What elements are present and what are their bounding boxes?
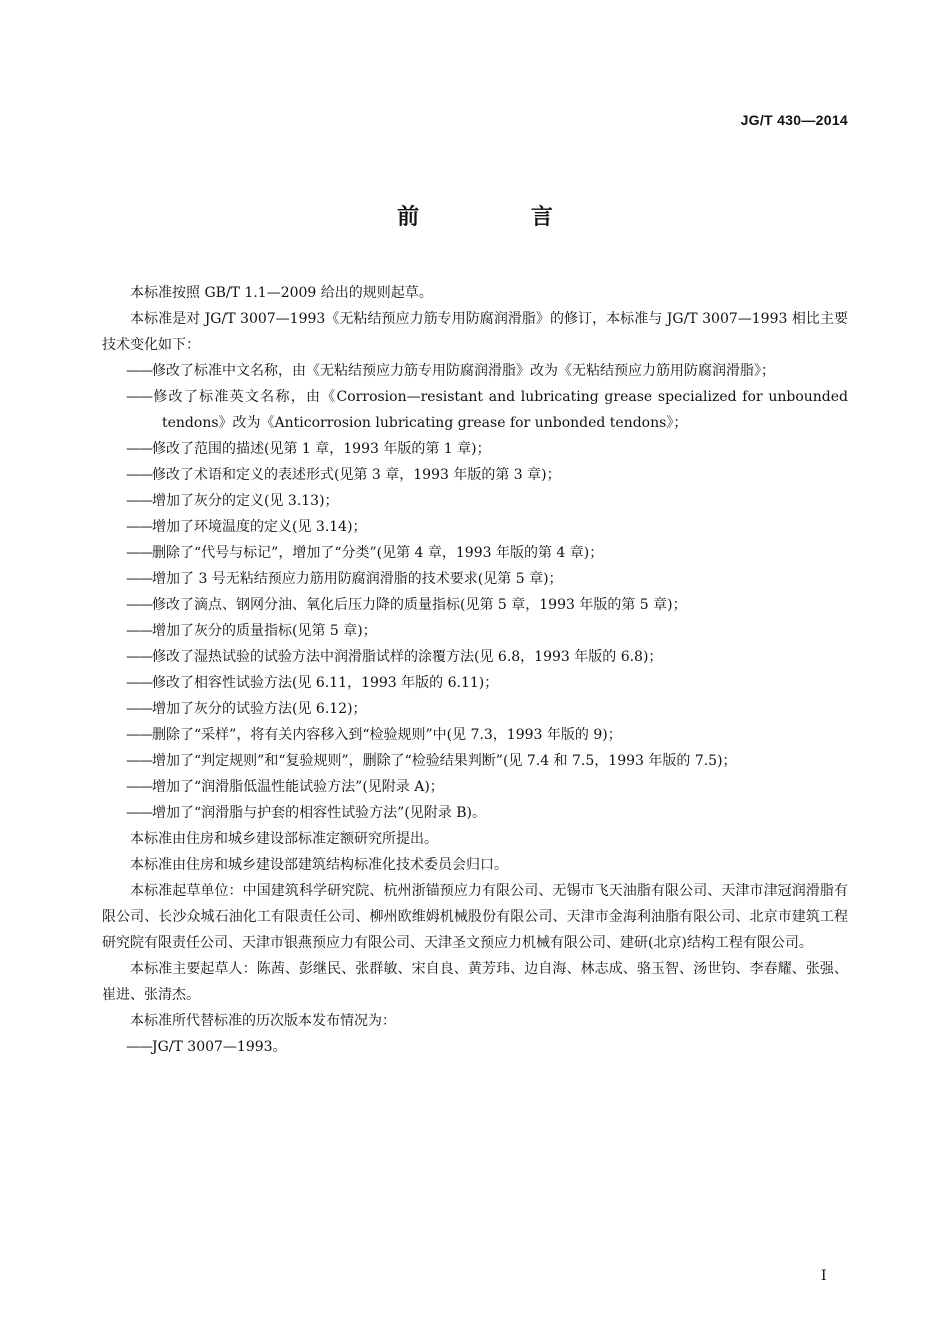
paragraph: 本标准是对 JG/T 3007—1993《无粘结预应力筋专用防腐润滑脂》的修订，本标准与 JG/T 3007—1993 相比主要技术变化如下：	[102, 311, 848, 353]
list-item-text: 修改了范围的描述(见第 1 章，1993 年版的第 1 章)；	[152, 441, 491, 457]
dash: ——	[126, 675, 152, 691]
page-number: I	[821, 1268, 827, 1284]
list-item	[102, 1034, 848, 1060]
list-item	[102, 618, 848, 644]
list-item-text: 修改了湿热试验的试验方法中润滑脂试样的涂覆方法(见 6.8，1993 年版的 6.8)；	[152, 649, 663, 665]
dash: ——	[126, 545, 152, 561]
list-item	[102, 670, 848, 696]
list-item-text: 增加了“润滑脂与护套的相容性试验方法”(见附录 B)。	[152, 805, 486, 821]
paragraph: 本标准所代替标准的历次版本发布情况为：	[130, 1013, 396, 1029]
list-item-text: 修改了滴点、钢网分油、氧化后压力降的质量指标(见第 5 章，1993 年版的第 5 章)；	[152, 597, 687, 613]
dash: ——	[126, 571, 152, 587]
dash: ——	[126, 623, 152, 639]
list-item	[102, 566, 848, 592]
dash: ——	[126, 727, 152, 743]
paragraph: 本标准起草单位：中国建筑科学研究院、杭州浙锚预应力有限公司、无锡市飞天油脂有限公司、天津市津冠润滑脂有限公司、长沙众城石油化工有限责任公司、柳州欧维姆机械股份有限公司、天津市金海利油脂有限公司、北京市建筑工程研究院有限责任公司、天津市银燕预应力有限公司、天津圣文预应力机械有限公司、建研(北京)结构工程有限公司。	[102, 883, 848, 951]
dash: ——	[126, 467, 152, 483]
list-item	[102, 644, 848, 670]
list-item	[102, 696, 848, 722]
list-item	[102, 800, 848, 826]
paragraph: 本标准由住房和城乡建设部标准定额研究所提出。	[130, 831, 438, 847]
list-item-text: 增加了环境温度的定义(见 3.14)；	[152, 519, 367, 535]
list-item-text: 增加了灰分的定义(见 3.13)；	[152, 493, 339, 509]
list-item-text: 增加了“润滑脂低温性能试验方法”(见附录 A)；	[152, 779, 444, 795]
page-title: 前 言	[397, 205, 605, 230]
dash: ——	[126, 753, 152, 769]
list-item-text: 修改了标准中文名称，由《无粘结预应力筋专用防腐润滑脂》改为《无粘结预应力筋用防腐润滑脂》；	[152, 363, 775, 379]
list-item	[102, 774, 848, 800]
dash: ——	[126, 441, 152, 457]
list-item-text: 修改了相容性试验方法(见 6.11，1993 年版的 6.11)；	[152, 675, 499, 691]
list-item-text: 删除了“采样”，将有关内容移入到“检验规则”中(见 7.3，1993 年版的 9)；	[152, 727, 622, 743]
dash: ——	[126, 1039, 152, 1055]
list-item	[102, 436, 848, 462]
list-item	[102, 358, 848, 384]
dash: ——	[126, 701, 152, 717]
dash: ——	[126, 805, 152, 821]
dash: ——	[126, 649, 152, 665]
dash: ——	[126, 363, 152, 379]
list-item-text: JG/T 3007—1993。	[152, 1039, 287, 1055]
list-item	[102, 514, 848, 540]
dash: ——	[126, 389, 152, 405]
list-item-text: 修改了术语和定义的表述形式(见第 3 章，1993 年版的第 3 章)；	[152, 467, 561, 483]
paragraph: 本标准主要起草人：陈茜、彭继民、张群敏、宋自良、黄芳玮、边自海、林志成、骆玉智、汤世钧、李春耀、张强、崔进、张清杰。	[102, 961, 848, 1003]
list-item-text: 增加了“判定规则”和“复验规则”，删除了“检验结果判断”(见 7.4 和 7.5，1993 年版的 7.5)；	[152, 753, 737, 769]
list-item-text: 增加了灰分的试验方法(见 6.12)；	[152, 701, 367, 717]
document-body	[102, 280, 848, 1060]
standard-code: JG/T 430—2014	[740, 112, 848, 128]
list-item-text: 删除了“代号与标记”，增加了“分类”(见第 4 章，1993 年版的第 4 章)；	[152, 545, 604, 561]
paragraph: 本标准按照 GB/T 1.1—2009 给出的规则起草。	[130, 285, 433, 301]
dash: ——	[126, 779, 152, 795]
list-item-text: 增加了 3 号无粘结预应力筋用防腐润滑脂的技术要求(见第 5 章)；	[152, 571, 563, 587]
list-item	[102, 462, 848, 488]
paragraph: 本标准由住房和城乡建设部建筑结构标准化技术委员会归口。	[130, 857, 508, 873]
list-item	[102, 592, 848, 618]
list-item	[102, 384, 848, 436]
dash: ——	[126, 519, 152, 535]
list-item	[102, 748, 848, 774]
change-list	[102, 358, 848, 826]
list-item	[102, 540, 848, 566]
list-item	[102, 722, 848, 748]
list-item	[102, 488, 848, 514]
list-item-text: 修改了标准英文名称，由《Corrosion—resistant and lubricating grease specialized for unbounded tendons》改为《Anticorrosion lubricating grease for unbonded tendons》；	[152, 389, 848, 431]
dash: ——	[126, 493, 152, 509]
dash: ——	[126, 597, 152, 613]
list-item-text: 增加了灰分的质量指标(见第 5 章)；	[152, 623, 377, 639]
